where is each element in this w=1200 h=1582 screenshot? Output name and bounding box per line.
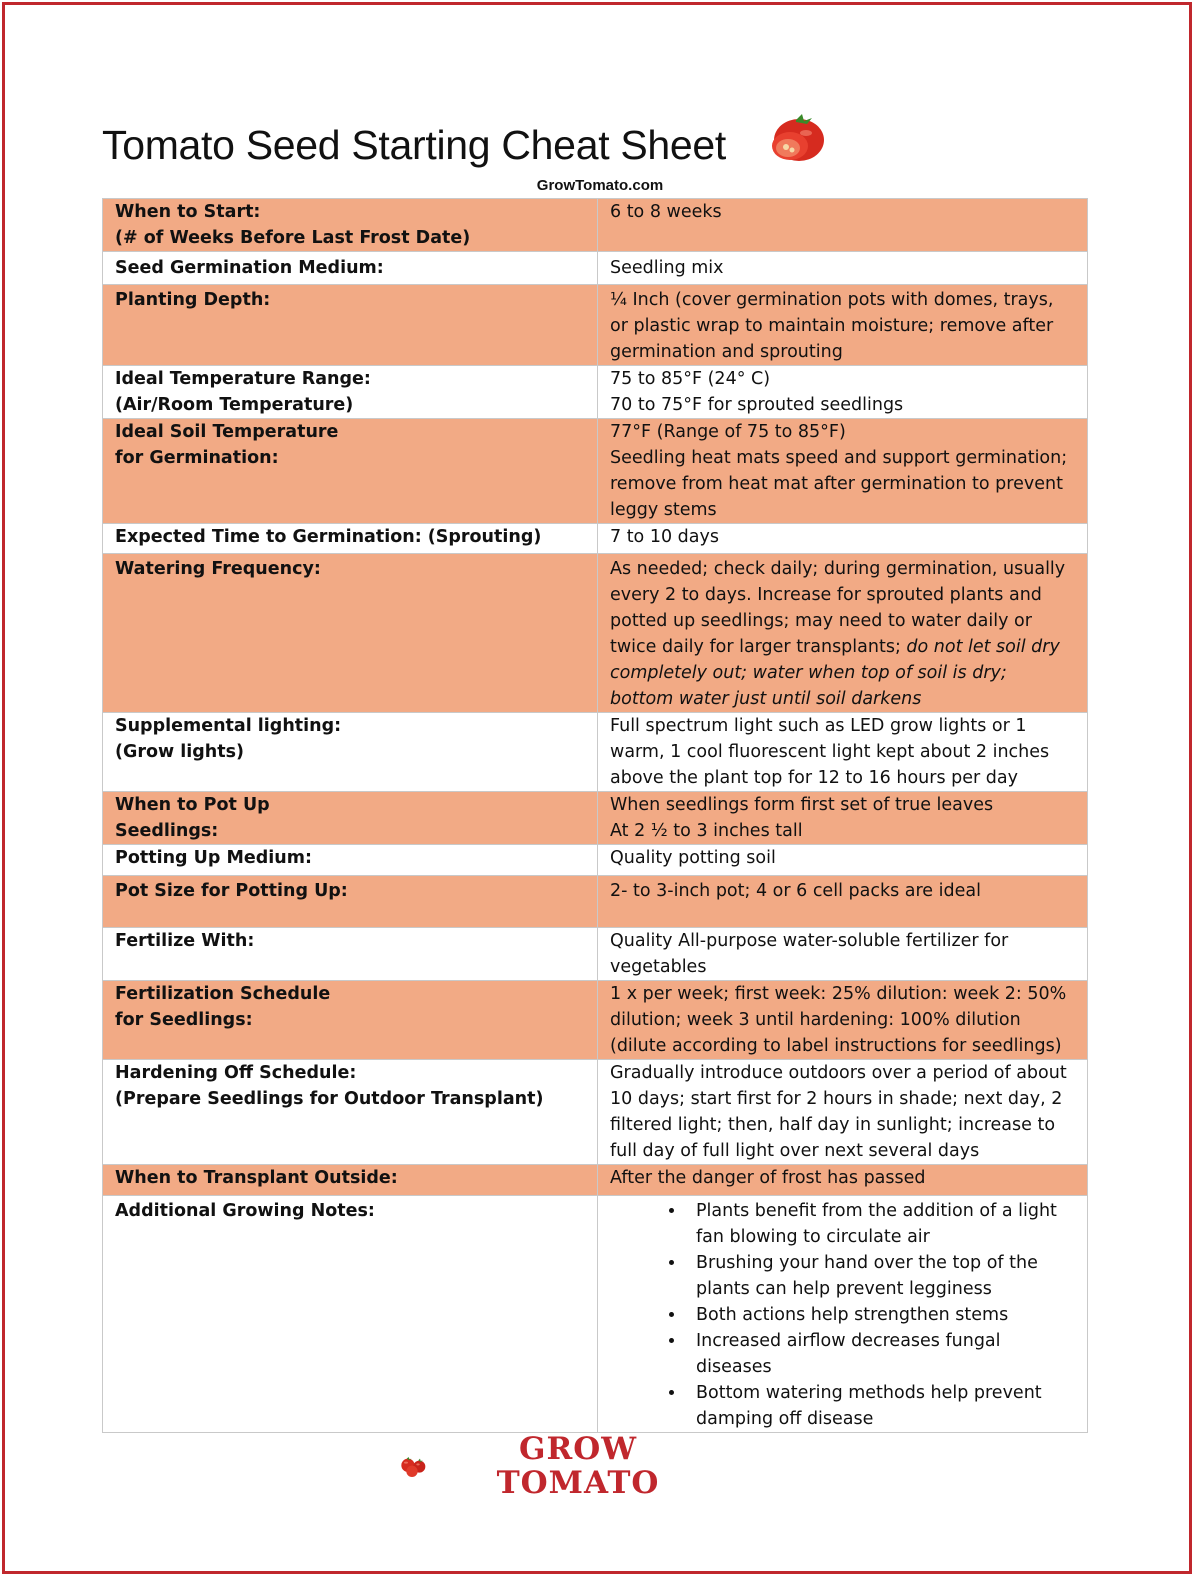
row-value	[598, 1196, 1088, 1433]
row-label	[103, 199, 598, 252]
logo-line: GROW	[518, 1431, 638, 1467]
value-line: 1 x per week; first week: 25% dilution: week 2: 50%	[610, 984, 1067, 1004]
note-line: • Increased airflow decreases fungal	[696, 1331, 1001, 1351]
list-item	[686, 1302, 1075, 1328]
row-value	[598, 876, 1088, 928]
value-line: leggy stems	[610, 500, 717, 520]
value-line: or plastic wrap to maintain moisture; remove after	[610, 316, 1054, 336]
value-line: Quality potting soil	[610, 848, 776, 868]
row-label	[103, 554, 598, 713]
row-label	[103, 285, 598, 366]
note-line: diseases	[696, 1357, 772, 1377]
value-line: warm, 1 cool fluorescent light kept about 2 inches	[610, 742, 1050, 762]
value-text-italic: do not let soil dry	[906, 637, 1060, 657]
value-line: Seedling heat mats speed and support germination;	[610, 448, 1068, 468]
note-line: fan blowing to circulate air	[696, 1227, 930, 1247]
row-value	[598, 1060, 1088, 1165]
page-title: Tomato Seed Starting Cheat Sheet	[102, 122, 727, 168]
row-label	[103, 1165, 598, 1196]
row-value	[598, 1165, 1088, 1196]
label-line: Ideal Temperature Range:	[115, 369, 371, 389]
label-line: Ideal Soil Temperature	[115, 422, 339, 442]
table-row	[103, 524, 1088, 554]
list-item	[686, 1328, 1075, 1380]
label-line: Hardening Off Schedule:	[115, 1063, 357, 1083]
note-line: • Plants benefit from the addition of a light	[696, 1201, 1057, 1221]
row-label	[103, 524, 598, 554]
table-row	[103, 199, 1088, 252]
table-row	[103, 792, 1088, 845]
row-value	[598, 419, 1088, 524]
table-row	[103, 876, 1088, 928]
value-line: vegetables	[610, 957, 707, 977]
value-line: filtered light; then, half day in sunlight; increase to	[610, 1115, 1056, 1135]
value-line: dilution; week 3 until hardening: 100% dilution	[610, 1010, 1021, 1030]
tomato-icon	[766, 106, 828, 166]
table-row	[103, 419, 1088, 524]
label-line: Additional Growing Notes:	[115, 1201, 375, 1221]
label-line: (# of Weeks Before Last Frost Date)	[115, 228, 471, 248]
row-label	[103, 419, 598, 524]
value-line	[610, 634, 1075, 660]
table-row	[103, 713, 1088, 792]
value-line: bottom water just until soil darkens	[610, 689, 922, 709]
label-line: Seed Germination Medium:	[115, 258, 384, 278]
label-line: (Air/Room Temperature)	[115, 395, 354, 415]
value-line: 75 to 85°F (24° C)	[610, 369, 771, 389]
label-line: for Germination:	[115, 448, 279, 468]
list-item	[686, 1250, 1075, 1302]
table-row	[103, 1060, 1088, 1165]
row-label	[103, 928, 598, 981]
row-value	[598, 928, 1088, 981]
value-line: As needed; check daily; during germination, usually	[610, 559, 1066, 579]
row-label	[103, 1060, 598, 1165]
row-label	[103, 792, 598, 845]
value-line: When seedlings form first set of true leaves	[610, 795, 994, 815]
row-label	[103, 876, 598, 928]
value-line: 10 days; start first for 2 hours in shade; next day, 2	[610, 1089, 1063, 1109]
label-line: (Grow lights)	[115, 742, 245, 762]
value-line: 70 to 75°F for sprouted seedlings	[610, 395, 904, 415]
note-line: • Brushing your hand over the top of the	[696, 1253, 1038, 1273]
table-row	[103, 1165, 1088, 1196]
value-line: Full spectrum light such as LED grow lights or 1	[610, 716, 1027, 736]
label-line: Potting Up Medium:	[115, 848, 312, 868]
list-item	[686, 1198, 1075, 1250]
list-item	[686, 1380, 1075, 1432]
site-url: GrowTomato.com	[536, 177, 664, 194]
label-line: Fertilize With:	[115, 931, 255, 951]
grow-tomato-logo	[488, 1432, 668, 1500]
value-text: twice daily for larger transplants;	[610, 637, 907, 657]
value-line: ¼ Inch (cover germination pots with domes, trays,	[610, 290, 1054, 310]
label-line: Pot Size for Potting Up:	[115, 881, 348, 901]
row-value	[598, 845, 1088, 876]
note-line: • Bottom watering methods help prevent	[696, 1383, 1042, 1403]
row-value	[598, 792, 1088, 845]
row-label	[103, 252, 598, 285]
label-line: for Seedlings:	[115, 1010, 253, 1030]
row-value	[598, 285, 1088, 366]
row-label	[103, 845, 598, 876]
label-line: Planting Depth:	[115, 290, 271, 310]
row-value	[598, 554, 1088, 713]
value-line: After the danger of frost has passed	[610, 1168, 926, 1188]
table-row	[103, 252, 1088, 285]
label-line: When to Transplant Outside:	[115, 1168, 398, 1188]
row-value	[598, 981, 1088, 1060]
row-value	[598, 199, 1088, 252]
value-line: potted up seedlings; may need to water daily or	[610, 611, 1032, 631]
label-line: Expected Time to Germination: (Sprouting)	[115, 527, 542, 547]
label-line: When to Start:	[115, 202, 261, 222]
value-line: Seedling mix	[610, 258, 724, 278]
value-line: Gradually introduce outdoors over a period of about	[610, 1063, 1067, 1083]
row-label	[103, 981, 598, 1060]
value-line: 7 to 10 days	[610, 527, 719, 547]
value-line: Quality All-purpose water-soluble fertilizer for	[610, 931, 1009, 951]
cheat-sheet-table	[102, 198, 1088, 1433]
table-row	[103, 1196, 1088, 1433]
logo-line: TOMATO	[496, 1465, 660, 1501]
value-line: full day of full light over next several days	[610, 1141, 980, 1161]
value-line: (dilute according to label instructions for seedlings)	[610, 1036, 1062, 1056]
note-line: plants can help prevent legginess	[696, 1279, 992, 1299]
value-line: germination and sprouting	[610, 342, 843, 362]
table-row	[103, 845, 1088, 876]
value-line: 2- to 3-inch pot; 4 or 6 cell packs are ideal	[610, 881, 981, 901]
label-line: Seedlings:	[115, 821, 219, 841]
row-label	[103, 1196, 598, 1433]
label-line: Supplemental lighting:	[115, 716, 342, 736]
table-row	[103, 285, 1088, 366]
tomato-cluster-icon	[400, 1432, 490, 1502]
row-label	[103, 713, 598, 792]
row-value	[598, 713, 1088, 792]
value-line: above the plant top for 12 to 16 hours per day	[610, 768, 1018, 788]
value-line: every 2 to days. Increase for sprouted plants and	[610, 585, 1042, 605]
row-value	[598, 252, 1088, 285]
table-row	[103, 554, 1088, 713]
label-line: Fertilization Schedule	[115, 984, 331, 1004]
label-line: (Prepare Seedlings for Outdoor Transplant)	[115, 1089, 544, 1109]
value-line: remove from heat mat after germination to prevent	[610, 474, 1063, 494]
value-line: 6 to 8 weeks	[610, 202, 722, 222]
table-row	[103, 366, 1088, 419]
row-value	[598, 366, 1088, 419]
row-value	[598, 524, 1088, 554]
value-line: 77°F (Range of 75 to 85°F)	[610, 422, 846, 442]
notes-list	[610, 1198, 1075, 1432]
value-line: completely out; water when top of soil is dry;	[610, 663, 1007, 683]
table-row	[103, 981, 1088, 1060]
row-label	[103, 366, 598, 419]
note-line: damping off disease	[696, 1409, 874, 1429]
value-line: At 2 ½ to 3 inches tall	[610, 821, 803, 841]
label-line: Watering Frequency:	[115, 559, 321, 579]
table-row	[103, 928, 1088, 981]
label-line: When to Pot Up	[115, 795, 270, 815]
note-line: • Both actions help strengthen stems	[696, 1305, 1009, 1325]
